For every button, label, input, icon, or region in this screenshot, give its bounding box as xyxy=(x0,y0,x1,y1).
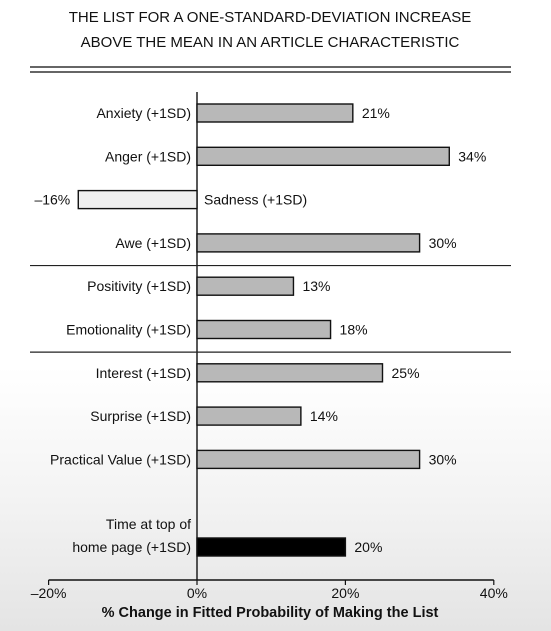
bar-label: Practical Value (+1SD) xyxy=(50,451,191,468)
bar-label-line-2: home page (+1SD) xyxy=(72,539,191,555)
bar-4 xyxy=(197,234,420,252)
x-axis-label: % Change in Fitted Probability of Making the List xyxy=(101,605,439,621)
bar-value-label: 20% xyxy=(354,539,383,555)
bar-label: Sadness (+1SD) xyxy=(204,191,308,208)
bar-label: Awe (+1SD) xyxy=(115,234,191,251)
chart-title xyxy=(69,9,472,51)
bar-10 xyxy=(197,538,345,556)
bar-label-line-1: Time at top of xyxy=(105,516,191,532)
bar-value-label: 18% xyxy=(339,321,368,338)
bar-value-label: 25% xyxy=(391,364,420,381)
plot-area xyxy=(30,92,511,601)
bar-8 xyxy=(197,407,301,425)
title-divider xyxy=(30,67,511,72)
bar-value-label: 30% xyxy=(428,234,457,251)
bar-label: Anxiety (+1SD) xyxy=(96,105,191,121)
bar-value-label: –16% xyxy=(34,191,71,208)
bar-6 xyxy=(197,321,331,339)
bar-label: Emotionality (+1SD) xyxy=(66,321,191,338)
bar-2 xyxy=(197,147,449,165)
bar-5 xyxy=(197,277,293,295)
bar-label: Anger (+1SD) xyxy=(105,148,191,165)
bar-value-label: 21% xyxy=(361,105,390,121)
bar-value-label: 30% xyxy=(428,451,457,468)
x-tick-label: 40% xyxy=(479,585,508,601)
bar-label: Surprise (+1SD) xyxy=(90,408,191,425)
bar-label: Interest (+1SD) xyxy=(95,364,191,381)
bar-1 xyxy=(197,104,353,122)
bar-value-label: 34% xyxy=(458,148,487,165)
bar-value-label: 13% xyxy=(302,278,331,295)
chart-title-line-2: ABOVE THE MEAN IN AN ARTICLE CHARACTERISTIC xyxy=(80,34,460,51)
x-tick-label: 0% xyxy=(186,585,208,601)
bar-3 xyxy=(78,191,197,209)
x-tick-label: –20% xyxy=(30,585,67,601)
bar-value-label: 14% xyxy=(309,408,338,425)
bar-label: Positivity (+1SD) xyxy=(87,278,191,295)
chart-title-line-1: THE LIST FOR A ONE-STANDARD-DEVIATION INCREASE xyxy=(68,9,472,26)
x-tick-label: 20% xyxy=(331,585,360,601)
bar-7 xyxy=(197,364,383,382)
bar-9 xyxy=(197,450,420,468)
